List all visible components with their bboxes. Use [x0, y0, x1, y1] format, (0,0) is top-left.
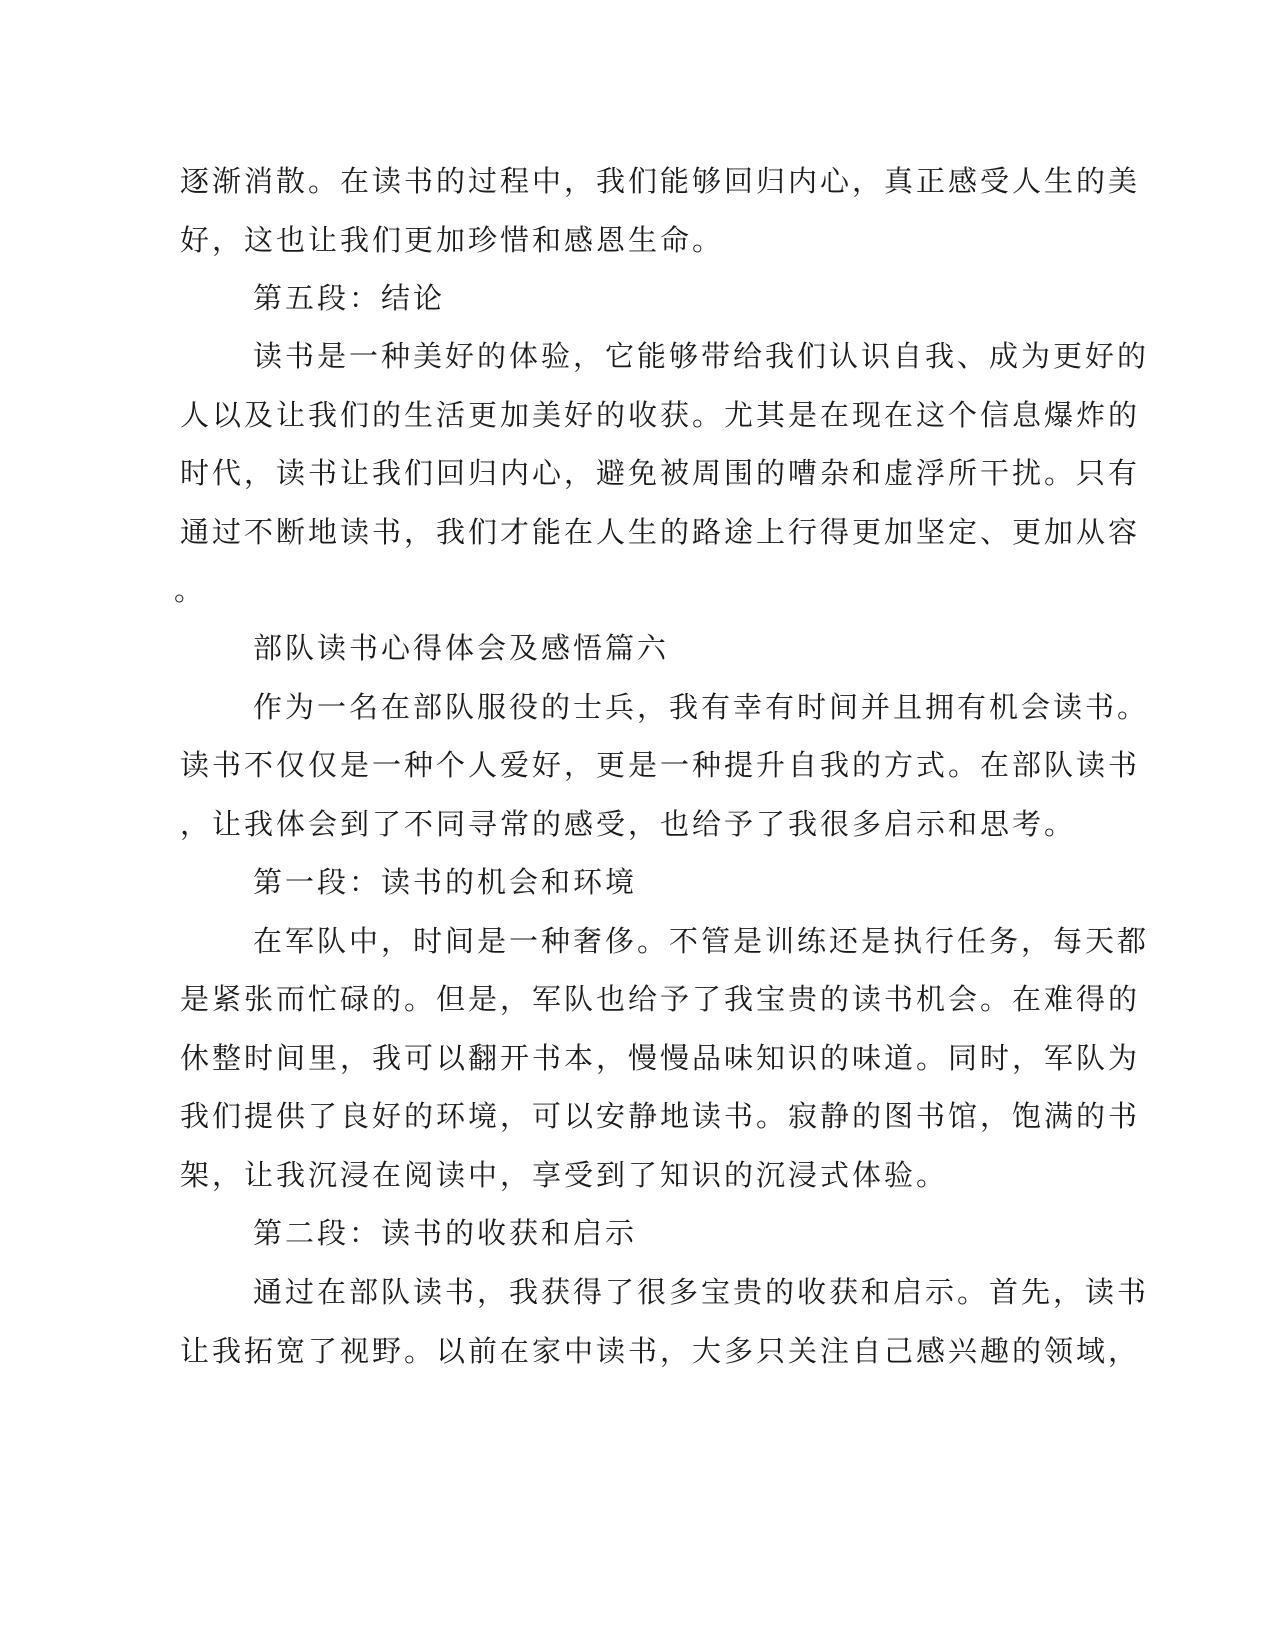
- section-heading: 第二段：读书的收获和启示: [253, 1216, 638, 1250]
- text-line: 架，让我沉浸在阅读中，享受到了知识的沉浸式体验。: [180, 1158, 949, 1192]
- text-line: 逐渐消散。在读书的过程中，我们能够回归内心，真正感受人生的美: [180, 164, 1141, 198]
- text-line: 在军队中，时间是一种奢侈。不管是训练还是执行任务，每天都: [253, 924, 1150, 958]
- text-line: 读书是一种美好的体验，它能够带给我们认识自我、成为更好的: [253, 339, 1150, 373]
- text-line: 好，这也让我们更加珍惜和感恩生命。: [180, 223, 725, 257]
- text-line: 我们提供了良好的环境，可以安静地读书。寂静的图书馆，饱满的书: [180, 1099, 1141, 1133]
- text-line: 时代，读书让我们回归内心，避免被周围的嘈杂和虚浮所干扰。只有: [180, 456, 1141, 490]
- text-line: 通过不断地读书，我们才能在人生的路途上行得更加坚定、更加从容: [180, 515, 1141, 549]
- text-line: 通过在部队读书，我获得了很多宝贵的收获和启示。首先，读书: [253, 1275, 1150, 1309]
- article-title: 部队读书心得体会及感悟篇六: [253, 631, 670, 665]
- text-line: ，让我体会到了不同寻常的感受，也给予了我很多启示和思考。: [180, 807, 1077, 841]
- text-line: 。: [174, 573, 207, 607]
- text-line: 休整时间里，我可以翻开书本，慢慢品味知识的味道。同时，军队为: [180, 1041, 1141, 1075]
- section-heading: 第一段：读书的机会和环境: [253, 865, 638, 899]
- text-line: 是紧张而忙碌的。但是，军队也给予了我宝贵的读书机会。在难得的: [180, 982, 1141, 1016]
- text-line: 人以及让我们的生活更加美好的收获。尤其是在现在这个信息爆炸的: [180, 398, 1141, 432]
- text-line: 读书不仅仅是一种个人爱好，更是一种提升自我的方式。在部队读书: [180, 748, 1141, 782]
- text-line: 让我拓宽了视野。以前在家中读书，大多只关注自己感兴趣的领域，: [180, 1334, 1141, 1368]
- text-line: 作为一名在部队服役的士兵，我有幸有时间并且拥有机会读书。: [253, 690, 1150, 724]
- section-heading: 第五段：结论: [253, 281, 446, 315]
